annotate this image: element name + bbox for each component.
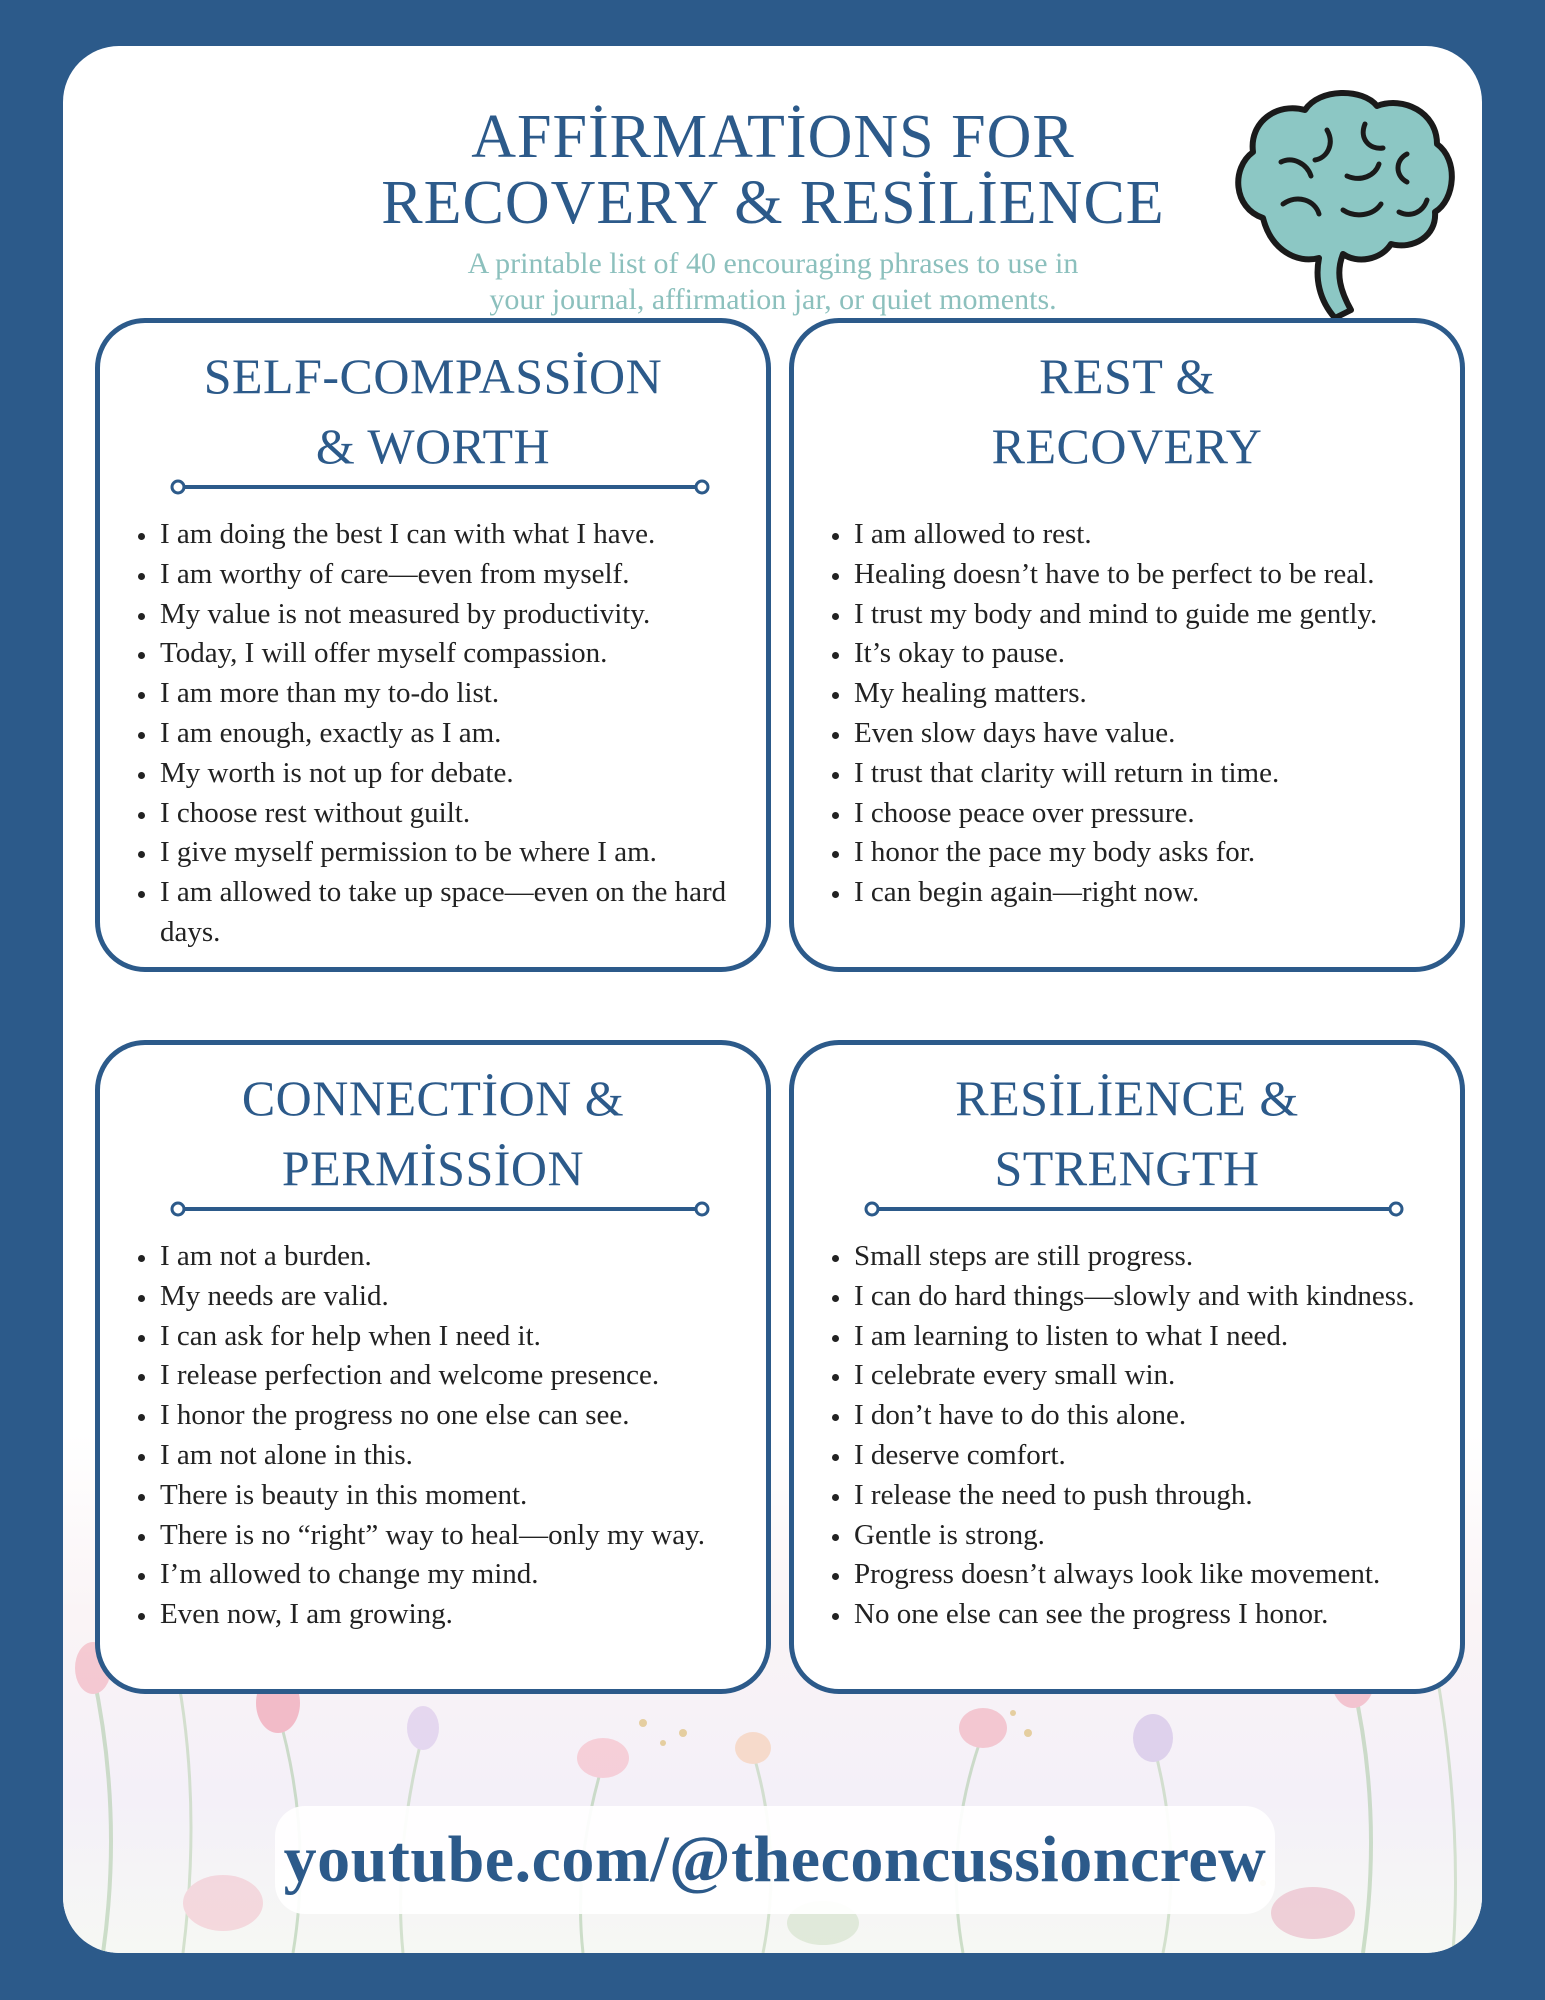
list-item: • I deserve comfort. xyxy=(852,1436,1444,1476)
list-item: • I choose rest without guilt. xyxy=(158,794,750,834)
card-title-line1: REST & xyxy=(1039,348,1215,404)
list-item: • I can ask for help when I need it. xyxy=(158,1317,750,1357)
list-item: • I am doing the best I can with what I have. xyxy=(158,515,750,555)
list-item: • I am allowed to rest. xyxy=(852,515,1444,555)
card-title-line2: PERMİSSİON xyxy=(281,1140,585,1196)
list-item: • Small steps are still progress. xyxy=(852,1237,1444,1277)
divider xyxy=(864,1199,1404,1219)
list-item: • My healing matters. xyxy=(852,674,1444,714)
list-item: • I’m allowed to change my mind. xyxy=(158,1555,750,1595)
list-item: • I give myself permission to be where I am. xyxy=(158,833,750,873)
list-item: • Even slow days have value. xyxy=(852,714,1444,754)
card-title-line2: STRENGTH xyxy=(994,1140,1260,1196)
list-item: • I am not alone in this. xyxy=(158,1436,750,1476)
affirmation-list xyxy=(118,515,750,953)
youtube-link[interactable]: youtube.com/@theconcussioncrew xyxy=(275,1806,1275,1914)
affirmation-list xyxy=(812,1237,1444,1635)
brain-icon xyxy=(1223,78,1463,338)
list-item: • I don’t have to do this alone. xyxy=(852,1396,1444,1436)
card-self-compassion xyxy=(95,318,771,972)
list-item: • I honor the progress no one else can see. xyxy=(158,1396,750,1436)
list-item: • I celebrate every small win. xyxy=(852,1356,1444,1396)
list-item: • I release the need to push through. xyxy=(852,1476,1444,1516)
divider xyxy=(170,477,710,497)
list-item: • My worth is not up for debate. xyxy=(158,754,750,794)
card-resilience-strength xyxy=(789,1040,1465,1694)
card-title-line1: SELF-COMPASSİON xyxy=(203,348,663,404)
list-item: • I am worthy of care—even from myself. xyxy=(158,555,750,595)
list-item: • There is beauty in this moment. xyxy=(158,1476,750,1516)
list-item: • I choose peace over pressure. xyxy=(852,794,1444,834)
list-item: • No one else can see the progress I honor. xyxy=(852,1595,1444,1635)
card-title-line1: CONNECTİON & xyxy=(241,1070,625,1126)
list-item: • I am more than my to-do list. xyxy=(158,674,750,714)
list-item: • I can begin again—right now. xyxy=(852,873,1444,913)
card-connection-permission xyxy=(95,1040,771,1694)
list-item: • My value is not measured by productivity. xyxy=(158,595,750,635)
list-item: • My needs are valid. xyxy=(158,1277,750,1317)
affirmation-list xyxy=(118,1237,750,1635)
divider xyxy=(170,1199,710,1219)
list-item: • Progress doesn’t always look like movement. xyxy=(852,1555,1444,1595)
list-item: • I release perfection and welcome presence. xyxy=(158,1356,750,1396)
subtitle-line1: A printable list of 40 encouraging phrases to use in xyxy=(467,247,1079,280)
card-title-line2: & WORTH xyxy=(315,418,551,474)
list-item: • I can do hard things—slowly and with kindness. xyxy=(852,1277,1444,1317)
list-item: • I honor the pace my body asks for. xyxy=(852,833,1444,873)
list-item: • I am learning to listen to what I need. xyxy=(852,1317,1444,1357)
card-rest-recovery xyxy=(789,318,1465,972)
affirmation-list xyxy=(812,515,1444,913)
page-title-line2: RECOVERY & RESİLİENCE xyxy=(381,169,1165,237)
list-item: • I am enough, exactly as I am. xyxy=(158,714,750,754)
list-item: • I am allowed to take up space—even on the hard days. xyxy=(158,873,750,953)
list-item: • Even now, I am growing. xyxy=(158,1595,750,1635)
list-item: • I am not a burden. xyxy=(158,1237,750,1277)
card-title-line1: RESİLİENCE & xyxy=(955,1070,1299,1126)
printable-sheet xyxy=(63,46,1482,1953)
subtitle-line2: your journal, affirmation jar, or quiet moments. xyxy=(489,283,1057,316)
list-item: • I trust my body and mind to guide me gently. xyxy=(852,595,1444,635)
list-item: • Today, I will offer myself compassion. xyxy=(158,634,750,674)
list-item: • Healing doesn’t have to be perfect to be real. xyxy=(852,555,1444,595)
list-item: • It’s okay to pause. xyxy=(852,634,1444,674)
list-item: • There is no “right” way to heal—only my way. xyxy=(158,1516,750,1556)
page-title-line1: AFFİRMATİONS FOR xyxy=(471,103,1075,171)
list-item: • Gentle is strong. xyxy=(852,1516,1444,1556)
card-title-line2: RECOVERY xyxy=(991,418,1263,474)
list-item: • I trust that clarity will return in time. xyxy=(852,754,1444,794)
